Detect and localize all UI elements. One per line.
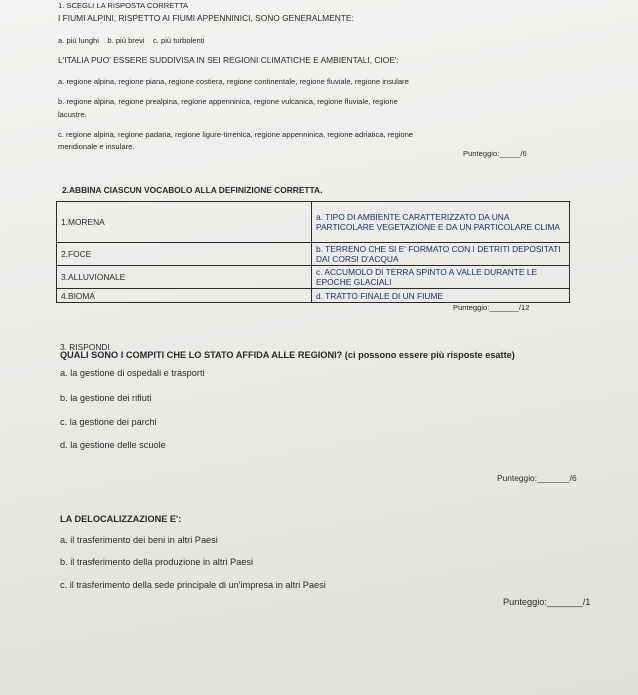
section4-heading: LA DELOCALIZZAZIONE E': — [60, 514, 182, 524]
definition-cell: a. TIPO DI AMBIENTE CARATTERIZZATO DA UNA PARTICOLARE VEGETAZIONE E DA UN PARTICOLARE CLIMA — [312, 202, 570, 243]
q2-option-a: a. regione alpina, regione piana, regione costiera, regione continentale, regione fluviale, regione insulare — [58, 77, 409, 86]
q2-option-b-line1: b. regione alpina, regione prealpina, regione appenninica, regione vulcanica, regione fluviale, regione — [58, 97, 398, 106]
term-cell: 1.MORENA — [57, 202, 312, 243]
section4-score: Punteggio:_______/1 — [503, 597, 591, 607]
matching-table — [56, 201, 570, 303]
section3-option-c: c. la gestione dei parchi — [60, 417, 157, 427]
term-cell: 2.FOCE — [57, 243, 312, 266]
section4-option-b: b. il trasferimento della produzione in altri Paesi — [60, 557, 254, 567]
section3-option-d: d. la gestione delle scuole — [60, 440, 166, 450]
section1-heading: 1. SCEGLI LA RISPOSTA CORRETTA — [58, 1, 189, 10]
section2-score: Punteggio:_______/12 — [453, 303, 530, 312]
section3-option-b: b. la gestione dei rifiuti — [60, 393, 152, 403]
q1-options: a. più lunghi b. più brevi c. più turbolenti — [58, 36, 205, 45]
q2-option-c-line1: c. regione alpina, regione padana, regione ligure-tirrenica, regione appenninica, regione adriatica, regione — [58, 130, 414, 139]
table-row — [57, 289, 570, 303]
section3-option-a: a. la gestione di ospedali e trasporti — [60, 368, 205, 378]
definition-cell: c. ACCUMOLO DI TERRA SPINTO A VALLE DURANTE LE EPOCHE GLACIALI — [312, 266, 570, 289]
q2-question: L'ITALIA PUO' ESSERE SUDDIVISA IN SEI REGIONI CLIMATICHE E AMBIENTALI, CIOE': — [58, 55, 399, 65]
q2-option-c-line2: meridionale e insulare. — [58, 142, 135, 151]
term-cell: 3.ALLUVIONALE — [57, 266, 312, 289]
definition-cell: d. TRATTO FINALE DI UN FIUME — [312, 289, 570, 303]
q2-option-b-line2: lacustre. — [58, 110, 87, 119]
term-cell: 4.BIOMA — [57, 289, 312, 303]
table-row — [57, 243, 570, 266]
section3-score: Punteggio:_______/6 — [497, 473, 577, 483]
section3-heading: 3. RISPONDI — [60, 342, 110, 352]
table-row — [57, 202, 570, 243]
table-row — [57, 266, 570, 289]
definition-cell: b. TERRENO CHE SI E' FORMATO CON I DETRITI DEPOSITATI DAI CORSI D'ACQUA — [312, 243, 570, 266]
section3-question: QUALI SONO I COMPITI CHE LO STATO AFFIDA ALLE REGIONI? (ci possono essere più risposte esatte) — [60, 350, 515, 360]
section4-option-c: c. il trasferimento della sede principale di un'impresa in altri Paesi — [60, 580, 326, 590]
section1-score: Punteggio:_____/6 — [463, 149, 527, 158]
section2-heading: 2.ABBINA CIASCUN VOCABOLO ALLA DEFINIZIONE CORRETTA. — [62, 185, 323, 195]
section4-option-a: a. il trasferimento dei beni in altri Paesi — [60, 535, 218, 545]
q1-question: I FIUMI ALPINI, RISPETTO AI FIUMI APPENNINICI, SONO GENERALMENTE: — [58, 13, 354, 23]
